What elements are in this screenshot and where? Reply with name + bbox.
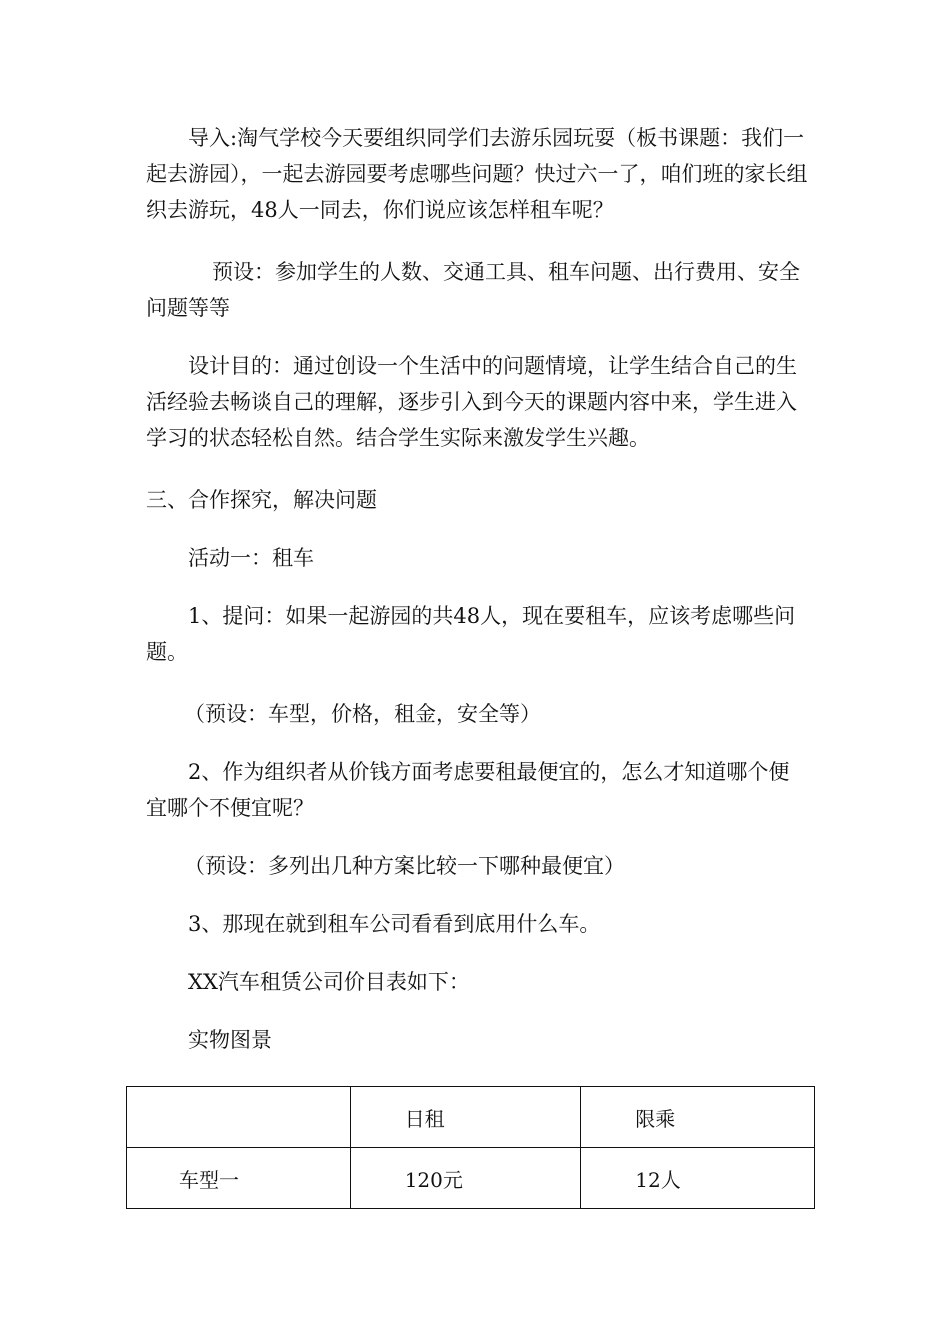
table-cell: 车型一 — [127, 1148, 351, 1209]
table-header-row — [127, 1087, 815, 1148]
table-header-cell: 日租 — [350, 1087, 581, 1148]
question-1-paragraph: 1、提问：如果一起游园的共48人，现在要租车，应该考虑哪些问题。 — [146, 604, 796, 664]
activity-heading-1: 活动一：租车 — [188, 546, 314, 570]
preset-paragraph-1: 预设：参加学生的人数、交通工具、租车问题、出行费用、安全问题等等 — [146, 260, 800, 320]
preset-paragraph-2: （预设：车型，价格，租金，安全等） — [184, 702, 541, 726]
question-3-paragraph: 3、那现在就到租车公司看看到底用什么车。 — [188, 912, 601, 936]
price-list-intro: XX汽车租赁公司价目表如下： — [188, 970, 470, 994]
table-cell: 12人 — [581, 1148, 815, 1209]
question-2-paragraph: 2、作为组织者从价钱方面考虑要租最便宜的，怎么才知道哪个便宜哪个不便宜呢？ — [146, 760, 790, 820]
design-goal-paragraph: 设计目的：通过创设一个生活中的问题情境，让学生结合自己的生活经验去畅谈自己的理解，逐步引入到今天的课题内容中来，学生进入学习的状态轻松自然。结合学生实际来激发学生兴趣。 — [146, 354, 797, 450]
table-row — [127, 1148, 815, 1209]
preset-paragraph-3: （预设：多列出几种方案比较一下哪种最便宜） — [184, 854, 625, 878]
intro-paragraph: 导入:淘气学校今天要组织同学们去游乐园玩耍（板书课题：我们一起去游园），一起去游园要考虑哪些问题？快过六一了，咱们班的家长组织去游玩，48人一同去，你们说应该怎样租车呢？ — [146, 126, 808, 222]
price-table — [126, 1086, 815, 1209]
table-header-cell: 限乘 — [581, 1087, 815, 1148]
table-header-cell — [127, 1087, 351, 1148]
photo-label: 实物图景 — [188, 1028, 272, 1052]
table-cell: 120元 — [350, 1148, 581, 1209]
section-heading-3: 三、合作探究，解决问题 — [146, 488, 377, 512]
